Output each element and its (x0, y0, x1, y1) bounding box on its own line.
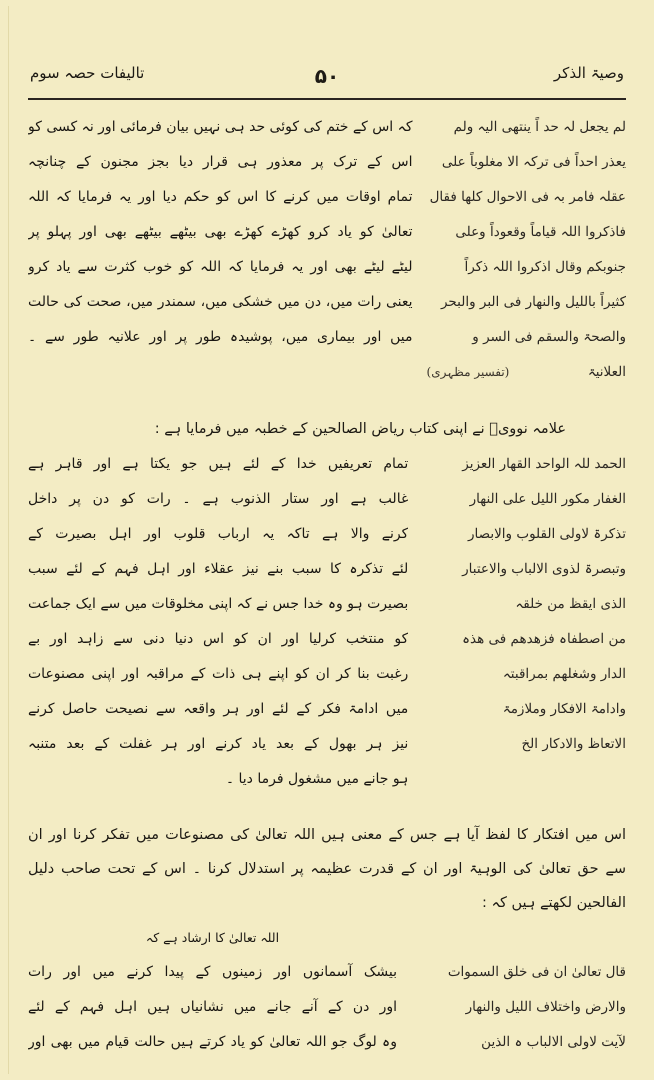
urdu-line: اور دن کے آنے جانے میں نشانیاں ہیں اہل فہم کے لئے (28, 999, 397, 1015)
arabic-line: الحمد للہ الواحد القھار العزیز (462, 456, 626, 472)
intro-line: علامہ نوویؒ نے اپنی کتاب ریاض الصالحین کے خطبہ میں فرمایا ہے : (154, 421, 566, 437)
section-two-intro (28, 412, 626, 446)
arabic-line: لم یجعل لہ حد اً ینتھی الیہ ولم (453, 119, 626, 135)
arabic-line: الغفار مکور اللیل علی النھار (469, 491, 626, 507)
paragraph-line: سے حق تعالیٰ کی الوہیۃ اور ان کے قدرت عظیمہ پر استدلال کرنا ۔ اس کے تحت صاحب دلیل (28, 861, 626, 877)
arabic-column (411, 920, 626, 1060)
arabic-line: والصحۃ والسقم فی السر و (472, 329, 626, 345)
arabic-column (427, 110, 626, 390)
arabic-line-with-reference (427, 355, 626, 390)
urdu-line: بیشک آسمانوں اور زمینوں کے پیدا کرنے میں اور رات (28, 964, 397, 980)
urdu-line: لئے تذکرہ کا سبب بنے نیز عقلاء اور اہل فہم کے لئے سبب (28, 561, 409, 577)
arabic-line: الاتعاظ والادکار الخ (521, 736, 626, 752)
section-two (28, 447, 626, 797)
arabic-line: فاذکروا اللہ قیاماً وقعوداً وعلی (455, 224, 626, 240)
source-reference: (تفسیر مظہری) (426, 365, 510, 379)
section-one (28, 110, 626, 390)
arabic-line: الدار وشغلھم بمراقبتہ (502, 666, 626, 682)
arabic-line: جنوبکم وقال اذکروا اللہ ذکراً (464, 259, 626, 275)
arabic-line: من اصطفاہ فزھدھم فی ھذہ (462, 631, 626, 647)
urdu-line: غالب ہے اور ستار الذنوب ہے ۔ رات کو دن پر داخل (28, 491, 409, 507)
verse-intro-note: اللہ تعالیٰ کا ارشاد ہے کہ (145, 930, 280, 945)
urdu-column (28, 920, 397, 1060)
header-volume-title: تالیفات حصہ سوم (30, 64, 145, 82)
arabic-line: قال تعالیٰ ان فی خلق السموات (447, 964, 626, 980)
arabic-column (422, 447, 626, 797)
paragraph-three (28, 818, 626, 920)
urdu-line: وہ لوگ جو اللہ تعالیٰ کو یاد کرتے ہیں حالت قیام میں بھی اور (28, 1034, 397, 1050)
paragraph-line: اس میں افتکار کا لفظ آیا ہے جس کے معنی ہیں اللہ تعالیٰ کی مصنوعات میں تفکر کرنا اور ان (28, 827, 626, 843)
urdu-line: تمام اوقات میں کرنے کا اس کو حکم دیا اور یہ فرمایا کہ اللہ (28, 189, 413, 205)
urdu-line: بصیرت ہو وہ خدا جس نے کہ اپنی مخلوقات میں سے ایک جماعت (28, 596, 409, 612)
arabic-line: الذی ایقظ من خلقہ (515, 596, 626, 612)
arabic-line: تذکرۃ لاولی القلوب والابصار (468, 526, 626, 542)
urdu-column (28, 110, 413, 390)
arabic-line: لآیت لاولی الالباب ہ الذین (481, 1034, 626, 1050)
urdu-line: اس کے ترک پر معذور ہی قرار دیا بجز مجنون کے چنانچہ (28, 154, 413, 170)
urdu-line: کو منتخب کرلیا اور ان کو اس دنیا دنی سے زاہد اور بے (28, 631, 409, 647)
urdu-line: تمام تعریفیں خدا کے لئے ہیں جو یکتا ہے اور قاہر ہے (28, 456, 409, 472)
page-number: ۵۰ (314, 64, 340, 88)
page-header (28, 60, 626, 100)
arabic-line: یعذر احداً فی ترکہ الا مغلوباً علی (441, 154, 626, 170)
section-three (28, 920, 626, 1060)
urdu-column (28, 447, 408, 797)
urdu-line: رغبت بنا کر ان کو اپنے ہی ذات کے مراقبہ اور اپنی مصنوعات (28, 666, 409, 682)
urdu-line: نیز ہر بھول کے بعد یاد کرنے اور ہر غفلت کے بعد متنبہ (28, 736, 409, 752)
urdu-line: میں اور بیماری میں، پوشیدہ طور پر اور علانیہ طور سے ۔ (28, 329, 413, 345)
urdu-line: ہو جانے میں مشغول فرما دیا ۔ (225, 771, 409, 787)
arabic-line: کثیراً باللیل والنھار فی البر والبحر (440, 294, 626, 310)
arabic-line: وتبصرۃ لذوی الالباب والاعتبار (462, 561, 626, 577)
header-book-title: وصیۃ الذکر (553, 64, 624, 82)
urdu-line: یعنی رات میں، دن میں خشکی میں، سمندر میں، صحت کی حالت (28, 294, 413, 310)
paragraph-line: الفالحین لکھتے ہیں کہ : (481, 895, 626, 911)
urdu-line: کہ اس کے ختم کی کوئی حد ہی نہیں بیان فرمائی اور نہ کسی کو (28, 119, 413, 135)
arabic-line: عقلہ فامر بہ فی الاحوال کلھا فقال (429, 189, 626, 205)
urdu-line: لیٹے لیٹے بھی اور یہ فرمایا کہ اللہ کو خوب کثرت سے یاد کرو (28, 259, 413, 275)
urdu-line: تعالیٰ کو یاد کرو کھڑے کھڑے بھی بیٹھے بیٹھے بھی اور پہلو پر (28, 224, 413, 240)
arabic-word: العلانیۃ (587, 364, 626, 380)
urdu-line: میں ادامۃ فکر کے لئے اور ہر واقعہ سے نصیحت حاصل کرنے (28, 701, 409, 717)
arabic-line: والارض واختلاف اللیل والنھار (465, 999, 626, 1015)
arabic-line: وادامۃ الافکار وملازمۃ (502, 701, 626, 717)
urdu-line: کرنے والا ہے تاکہ یہ ارباب قلوب اور اہل بصیرت کے (28, 526, 409, 542)
